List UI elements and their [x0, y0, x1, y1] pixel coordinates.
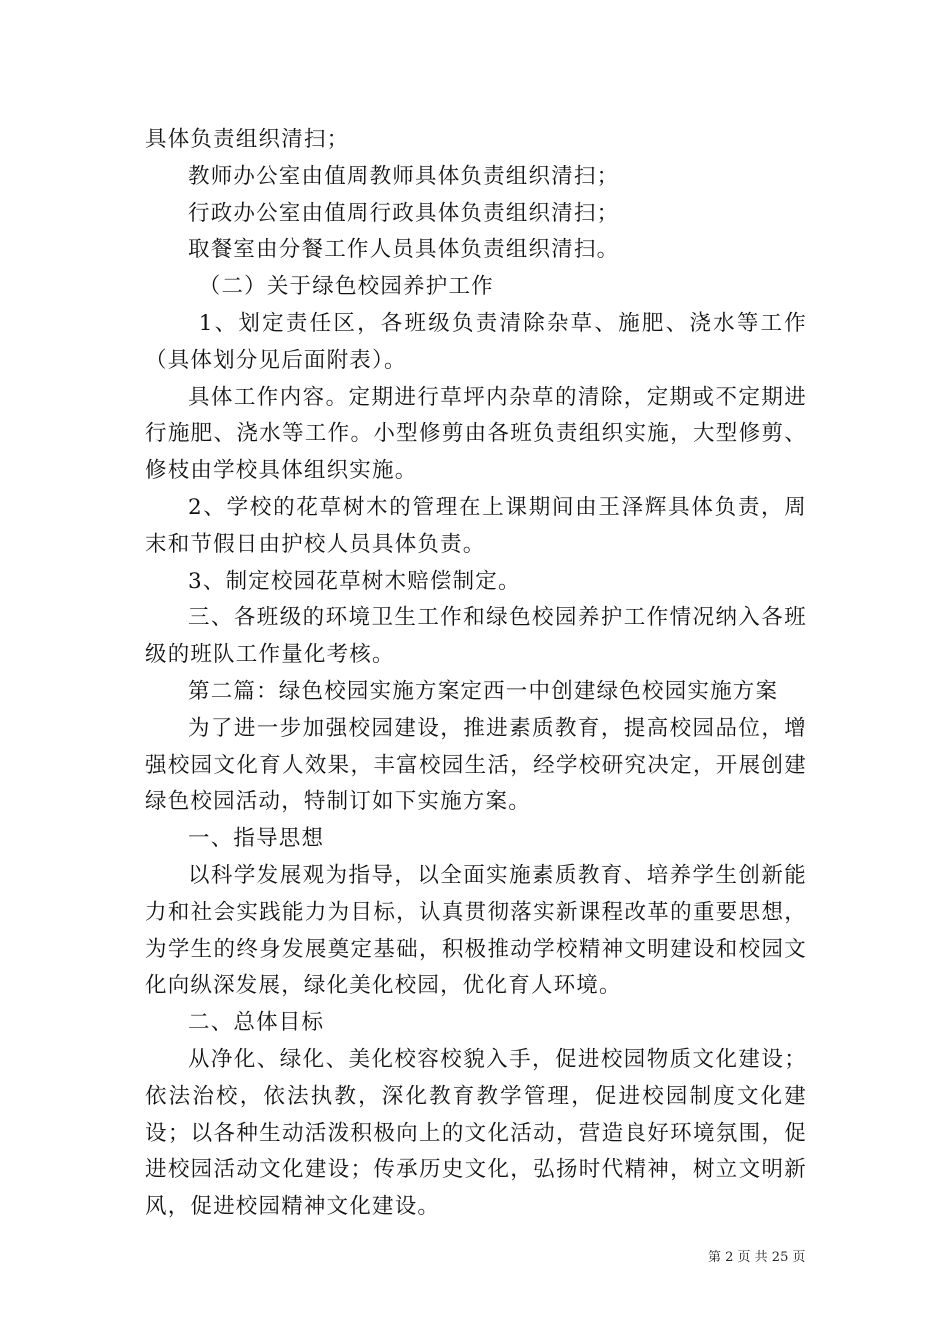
paragraph: 2、学校的花草树木的管理在上课期间由王泽辉具体负责，周末和节假日由护校人员具体负责。 [145, 494, 807, 557]
document-body [145, 122, 807, 1226]
paragraph: 三、各班级的环境卫生工作和绿色校园养护工作情况纳入各班级的班队工作量化考核。 [145, 605, 807, 668]
paragraph: 从净化、绿化、美化校容校貌入手，促进校园物质文化建设；依法治校，依法执教，深化教育教学管理，促进校园制度文化建设；以各种生动活泼积极向上的文化活动，营造良好环境氛围，促进校园活动文化建设；传承历史文化，弘扬时代精神，树立文明新风，促进校园精神文化建设。 [145, 1046, 807, 1220]
paragraph: 以科学发展观为指导，以全面实施素质教育、培养学生创新能力和社会实践能力为目标，认真贯彻落实新课程改革的重要思想，为学生的终身发展奠定基础，积极推动学校精神文明建设和校园文化向纵深发展，绿化美化校园，优化育人环境。 [145, 862, 807, 999]
paragraph: 具体工作内容。定期进行草坪内杂草的清除，定期或不定期进行施肥、浇水等工作。小型修剪由各班负责组织实施，大型修剪、修枝由学校具体组织实施。 [145, 384, 807, 484]
section-heading: 一、指导思想 [188, 826, 325, 852]
paragraph: 取餐室由分餐工作人员具体负责组织清扫。 [188, 237, 620, 263]
paragraph: 教师办公室由值周教师具体负责组织清扫； [188, 163, 620, 189]
paragraph: 1、划定责任区，各班级负责清除杂草、施肥、浇水等工作（具体划分见后面附表）。 [145, 310, 807, 373]
section-heading: 二、总体目标 [188, 1010, 325, 1036]
section-heading: （二）关于绿色校园养护工作 [198, 274, 494, 300]
paragraph: 3、制定校园花草树木赔偿制定。 [188, 568, 521, 594]
chapter-title: 第二篇：绿色校园实施方案定西一中创建绿色校园实施方案 [188, 678, 779, 704]
paragraph: 具体负责组织清扫； [145, 127, 350, 152]
paragraph: 行政办公室由值周行政具体负责组织清扫； [188, 200, 620, 226]
paragraph: 为了进一步加强校园建设，推进素质教育，提高校园品位，增强校园文化育人效果，丰富校园生活，经学校研究决定，开展创建绿色校园活动，特制订如下实施方案。 [145, 715, 807, 815]
page-number-footer: 第 2 页 共 25 页 [708, 1250, 806, 1265]
